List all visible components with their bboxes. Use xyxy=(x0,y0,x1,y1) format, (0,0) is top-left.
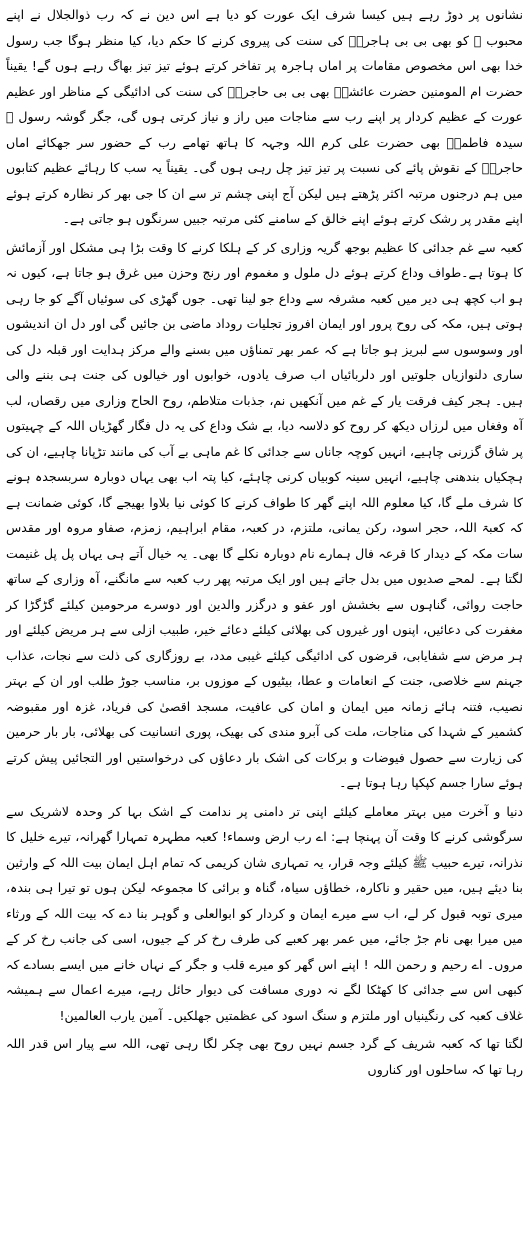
paragraph-1: نشانوں پر دوڑ رہے ہیں کیسا شرف ایک عورت کو دیا ہے اس دین نے کہ رب ذوالجلال نے اپنے محبوب ﷺ کو بھی بی بی ہاجرہؑ کی سنت کی پیروی کرنے کا حکم دیا، کیا منظر ہوگا جب رسول خدا بھی اس مخصوص مقامات پر اماں ہاجرہ پر تفاخر کرتے ہوئے تیز تیز بھاگ رہے ہوں گے! یقیناً حضرت ام المومنین حضرت عائشہؓ بھی بی بی حاجرہؑ کی سنت کی ادائیگی کے مناظر اور عظیم عورت کے عظیم کردار پر اپنے رب سے مناجات میں راز و نیاز کرتی ہوں گی، جگر گوشہ رسول ﷺ سیدہ فاطمہؓ بھی حضرت علی کرم اللہ وجہہ کا ہاتھ تھامے رب کے حضور سر جھکائے اماں حاجرہؑ کے نقوش پائے کی نسبت پر تیز تیز چل رہی ہوں گی۔ یقیناً یہ سب کا رہائے عظیم کتابوں میں ہم درجنوں مرتبہ اکثر پڑھتے ہیں لیکن آج اپنی چشم تر سے ان کا جی بھر کر نظارہ کرتے ہوئے اپنے مقدر پر رشک کرتے ہوئے اپنے خالق کے سامنے کئی مرتبہ جبیں سرنگوں ہو جاتی ہے۔ xyxy=(6,7,523,226)
paragraph-4: لگتا تھا کہ کعبہ شریف کے گرد جسم نہیں روح بھی چکر لگا رہی تھی، اللہ سے پیار اس قدر اللہ رہا تھا کہ ساحلوں اور کناروں xyxy=(6,1036,523,1077)
paragraph-3: دنیا و آخرت میں بہتر معاملے کیلئے اپنی تر دامنی پر ندامت کے اشک بہا کر وحدہ لاشریک سے سرگوشی کرنے کا وقت آن پہنچا ہے: اے رب ارض وسماء! کعبہ مطہرہ تمہارا گھرانہ، تیرے خلیل کا نذرانہ، تیرے حبیب ﷺ کیلئے وجہ قرار، یہ تمہاری شان کریمی کہ تمام اہل ایمان بیت اللہ کے وارثین بنا دیئے ہیں، میں حقیر و ناکارہ، خطاؤں سیاہ، گناہ و برائی کا مجموعہ لیکن ہوں تو تیرا ہی بندہ، میری توبہ قبول کر لے، اب سے میرے ایمان و کردار کو ابوالعلی و گوہر بنا دے کہ بیت اللہ کے ورثاء میں میرا بھی نام جڑ جائے، میں عمر بھر کعبے کی طرف رخ کر کے جیوں، اسی کی جانب رخ کر کے مروں۔ اے رحیم و رحمن اللہ ! اپنے اس گھر کو میرے قلب و جگر کے نہاں خانے میں ایسے بسادے کہ کبھی اس سے جدائی کا کھٹکا لگے نہ دوری مسافت کی دیوار حائل رہے، میرے اعمال سے ہمیشہ غلاف کعبہ کی رنگینیاں اور ملتزم و سنگ اسود کی عظمتیں جھلکیں۔ آمین یارب العالمین! xyxy=(6,803,523,1023)
paragraph-2: کعبہ سے غم جدائی کا عظیم بوجھ گریہ وزاری کر کے ہلکا کرنے کا وقت بڑا ہی مشکل اور آزمائش کا ہوتا ہے۔طواف وداع کرتے ہوئے دل ملول و مغموم اور رنج وحزن میں غرق ہو جاتا ہے، کیوں نہ ہو اب کچھ ہی دیر میں کعبہ مشرفہ سے وداع جو لینا تھی۔ جوں گھڑی کی سوئیاں آگے کو جا رہی ہوتی ہیں، مکہ کی روح پرور اور ایمان افروز تجلیات روداد ماضی بن جائیں گی اور دل ان اندیشوں اور وسوسوں سے لبریز ہو جاتا ہے کہ عمر بھر تمناؤں میں بسنے والے مرکز ہدایت اور قبلہ دل کی ساری دلنوازیاں جلوتیں اور دلربائیاں اب صرف یادوں، خوابوں اور خیالوں کی جنت ہی بننے والی ہیں۔ ہجر کیف فرقت یار کے غم میں آنکھیں نم، جذبات متلاطم، روح الحاح وزاری میں رقصاں، لب آہ وفغاں میں لرزاں دیکھ کر روح کو دلاسہ دیا، بے شک وداع کی یہ دل فگار گھڑیاں اللہ کے چہیتوں پر شاق گزرنی چاہیے، انہیں کوچہ جاناں سے جدائی کا غم ماہی بے آب کی مانند تڑپانا چاہیے، ان کی ہچکیاں بندھنی چاہیے، انہیں سینہ کوبیاں کرنی چاہئے، کیا پتہ اب بھی یہاں دوبارہ سربسجدہ ہونے کا شرف ملے گا، کیا معلوم اللہ اپنے گھر کا طواف کرنے کا کوئی نیا بلاوا بھیجے گا، کوئی ضمانت ہے کہ کعبۃ اللہ، حجر اسود، رکن یمانی، ملتزم، در کعبہ، مقام ابراہیم، زمزم، صفاو مروہ اور مقدس سات مکہ کے دیدار کا قرعہ فال ہمارے نام دوبارہ نکلے گا بھی۔ یہ خیال آتے ہی یہاں پل پل غنیمت لگتا ہے۔ لمحے صدیوں میں بدل جاتے ہیں اور ایک مرتبہ پھر رب کعبہ سے مانگنے، آہ وزاری کے ساتھ حاجت روائی، گناہوں سے بخشش اور عفو و درگزر والدین اور دوسرے مرحومین کیلئے گڑگڑا کر مغفرت کی دعائیں، اپنوں اور غیروں کی بھلائی کیلئے دعائے خیر، طبیب ازلی سے ہر مریض کیلئے اور ہر مرض سے شفایابی، قرضوں کی ادائیگی کیلئے غیبی مدد، بے روزگاری کی ذلت سے نجات، عذاب جہنم سے خلاصی، جنت کے انعامات و عطا، بیٹیوں کے موزوں بر، مناسب جوڑ طلب اور ان کے بہتر نصیب، فتنہ ہائے زمانہ میں ایمان و امان کی عافیت، مسجد اقصیٰ کی فریاد، غزہ اور مقبوضہ کشمیر کے شہدا کی مناجات، ملت کی آبرو مندی کی بھیک، پوری انسانیت کی بھلائی، بار بار حرمین کی زیارت سے حصول فیوضات و برکات کی اشک بار دعاؤں کی درخواستیں اور التجائیں پیش کرتے ہوئے سارا جسم کپکپا رہا ہوتا ہے۔ xyxy=(6,239,523,790)
